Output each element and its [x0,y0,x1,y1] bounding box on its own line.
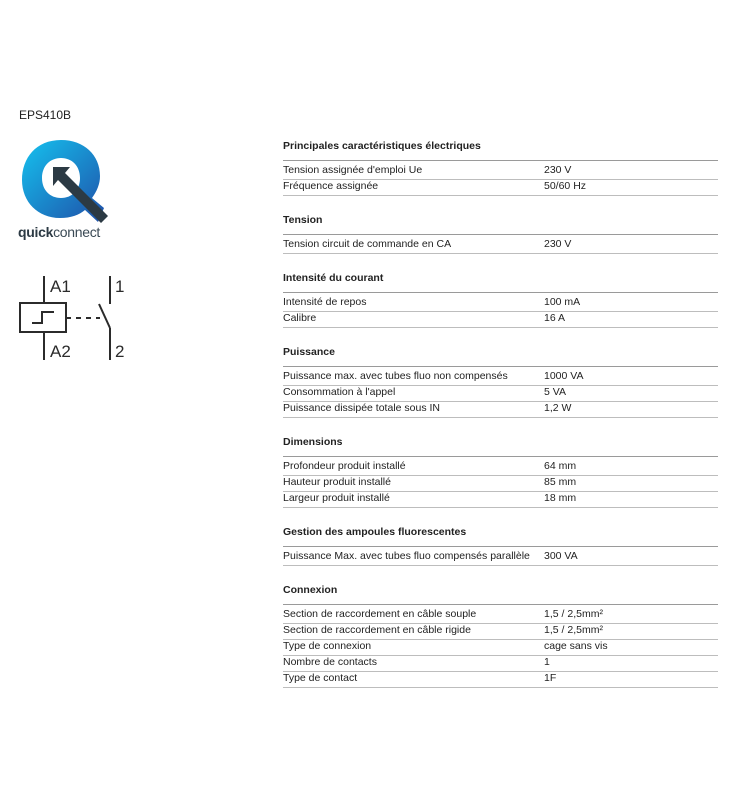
section-gap [283,254,718,270]
spec-row [283,312,718,328]
quickconnect-logo-icon [18,138,113,238]
spec-label: Tension circuit de commande en CA [283,238,452,250]
section-divider [283,160,718,161]
spec-section [283,138,718,196]
spec-label: Section de raccordement en câble rigide [283,624,471,636]
specifications-table [283,138,718,688]
spec-value: 1,5 / 2,5mm² [544,624,603,636]
spec-row [283,492,718,508]
spec-value: cage sans vis [544,640,608,652]
section-divider [283,456,718,457]
spec-value: 300 VA [544,550,578,562]
spec-label: Puissance dissipée totale sous IN [283,402,441,414]
spec-label: Hauteur produit installé [283,476,391,488]
spec-row [283,624,718,640]
spec-label: Type de contact [283,672,358,684]
spec-section-title: Connexion [283,584,338,596]
spec-label: Section de raccordement en câble souple [283,608,477,620]
spec-section [283,434,718,508]
spec-value: 64 mm [544,460,577,472]
spec-label: Consommation à l'appel [283,386,396,398]
spec-value: 100 mA [544,296,581,308]
section-gap [283,418,718,434]
section-divider [283,366,718,367]
spec-row [283,656,718,672]
spec-row [283,550,718,566]
contact-schematic-icon [14,272,139,364]
spec-value: 1F [544,672,557,684]
spec-row [283,238,718,254]
spec-value: 16 A [544,312,566,324]
spec-label: Profondeur produit installé [283,460,406,472]
spec-value: 1000 VA [544,370,584,382]
spec-value: 1,2 W [544,402,572,414]
spec-value: 50/60 Hz [544,180,587,192]
section-divider [283,604,718,605]
section-gap [283,566,718,582]
schema-label-a2: A2 [50,342,71,361]
spec-value: 18 mm [544,492,577,504]
section-divider [283,292,718,293]
spec-row [283,476,718,492]
spec-row [283,180,718,196]
spec-label: Nombre de contacts [283,656,377,668]
logo-wordmark [18,224,100,240]
spec-value: 230 V [544,238,572,250]
section-divider [283,546,718,547]
spec-row [283,386,718,402]
spec-value: 1,5 / 2,5mm² [544,608,603,620]
spec-section-title: Puissance [283,346,335,358]
spec-value: 230 V [544,164,572,176]
spec-row [283,296,718,312]
spec-section [283,582,718,688]
spec-section-title: Gestion des ampoules fluorescentes [283,526,467,538]
spec-row [283,402,718,418]
spec-label: Tension assignée d'emploi Ue [283,164,423,176]
spec-label: Puissance max. avec tubes fluo non compensés [283,370,508,382]
spec-label: Fréquence assignée [283,180,379,192]
spec-section [283,524,718,566]
spec-label: Type de connexion [283,640,372,652]
spec-section [283,344,718,418]
spec-section [283,270,718,328]
logo-word-regular: connect [53,224,101,240]
spec-row [283,672,718,688]
spec-row [283,640,718,656]
section-gap [283,328,718,344]
spec-row [283,164,718,180]
section-gap [283,196,718,212]
logo-word-bold: quick [18,224,54,240]
spec-section-title: Intensité du courant [283,272,384,284]
spec-section [283,212,718,254]
spec-section-title: Principales caractéristiques électriques [283,140,481,152]
spec-value: 1 [544,656,550,668]
spec-value: 85 mm [544,476,577,488]
schema-label-1: 1 [115,277,125,296]
spec-label: Largeur produit installé [283,492,390,504]
spec-label: Calibre [283,312,317,324]
spec-row [283,460,718,476]
schema-label-2: 2 [115,342,125,361]
spec-label: Intensité de repos [283,296,367,308]
spec-row [283,608,718,624]
spec-section-title: Dimensions [283,436,343,448]
spec-section-title: Tension [283,214,323,226]
spec-value: 5 VA [544,386,566,398]
spec-label: Puissance Max. avec tubes fluo compensés parallèle [283,550,530,562]
spec-row [283,370,718,386]
schema-label-a1: A1 [50,277,71,296]
section-divider [283,234,718,235]
section-gap [283,508,718,524]
product-reference: EPS410B [19,108,72,122]
